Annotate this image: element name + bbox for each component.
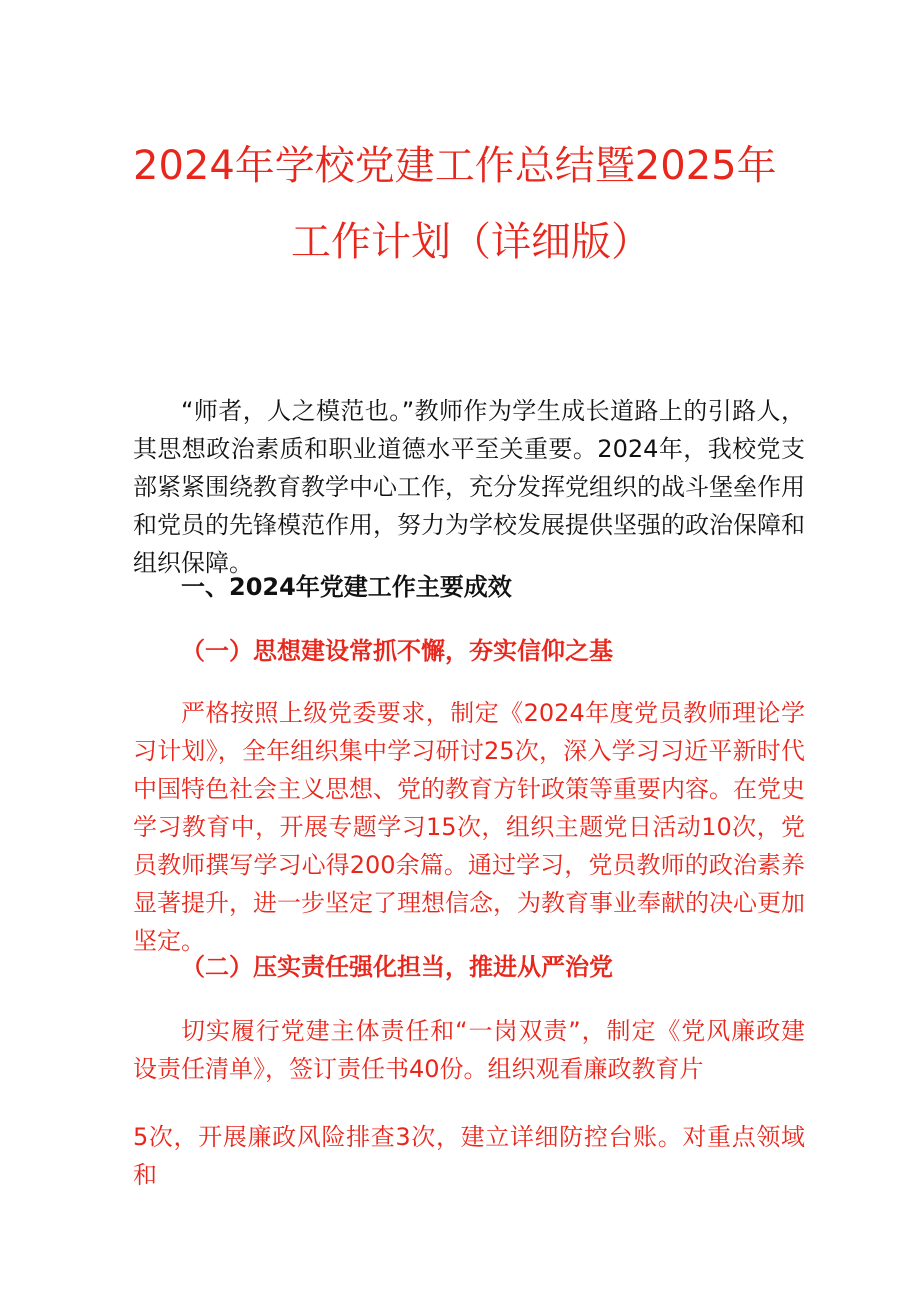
document-title-line-2: 工作计划（详细版） <box>291 219 651 265</box>
intro-paragraph: “师者，人之模范也。”教师作为学生成长道路上的引路人，其思想政治素质和职业道德水平至关重要。2024年，我校党支部紧紧围绕教育教学中心工作，充分发挥党组织的战斗堡垒作用和党员的先锋模范作用，努力为学校发展提供坚强的政治保障和组织保障。 <box>133 397 805 577</box>
subsection-1-body: 严格按照上级党委要求，制定《2024年度党员教师理论学习计划》，全年组织集中学习研讨25次，深入学习习近平新时代中国特色社会主义思想、党的教育方针政策等重要内容。在党史学习教育中，开展专题学习15次，组织主题党日活动10次，党员教师撰写学习心得200余篇。通过学习，党员教师的政治素养显著提升，进一步坚定了理想信念，为教育事业奉献的决心更加坚定。 <box>133 699 805 955</box>
subsection-2-heading: （二）压实责任强化担当，推进从严治党 <box>181 953 613 981</box>
document-title-line-1: 2024年学校党建工作总结暨2025年 <box>133 143 777 189</box>
subsection-1-heading: （一）思想建设常抓不懈，夯实信仰之基 <box>181 637 613 665</box>
subsection-2-body-part-1: 切实履行党建主体责任和“一岗双责”，制定《党风廉政建设责任清单》，签订责任书40份。组织观看廉政教育片 <box>133 1017 805 1083</box>
subsection-2-body-part-2: 5次，开展廉政风险排查3次，建立详细防控台账。对重点领域和 <box>133 1123 805 1189</box>
section-1-heading: 一、2024年党建工作主要成效 <box>181 573 512 601</box>
